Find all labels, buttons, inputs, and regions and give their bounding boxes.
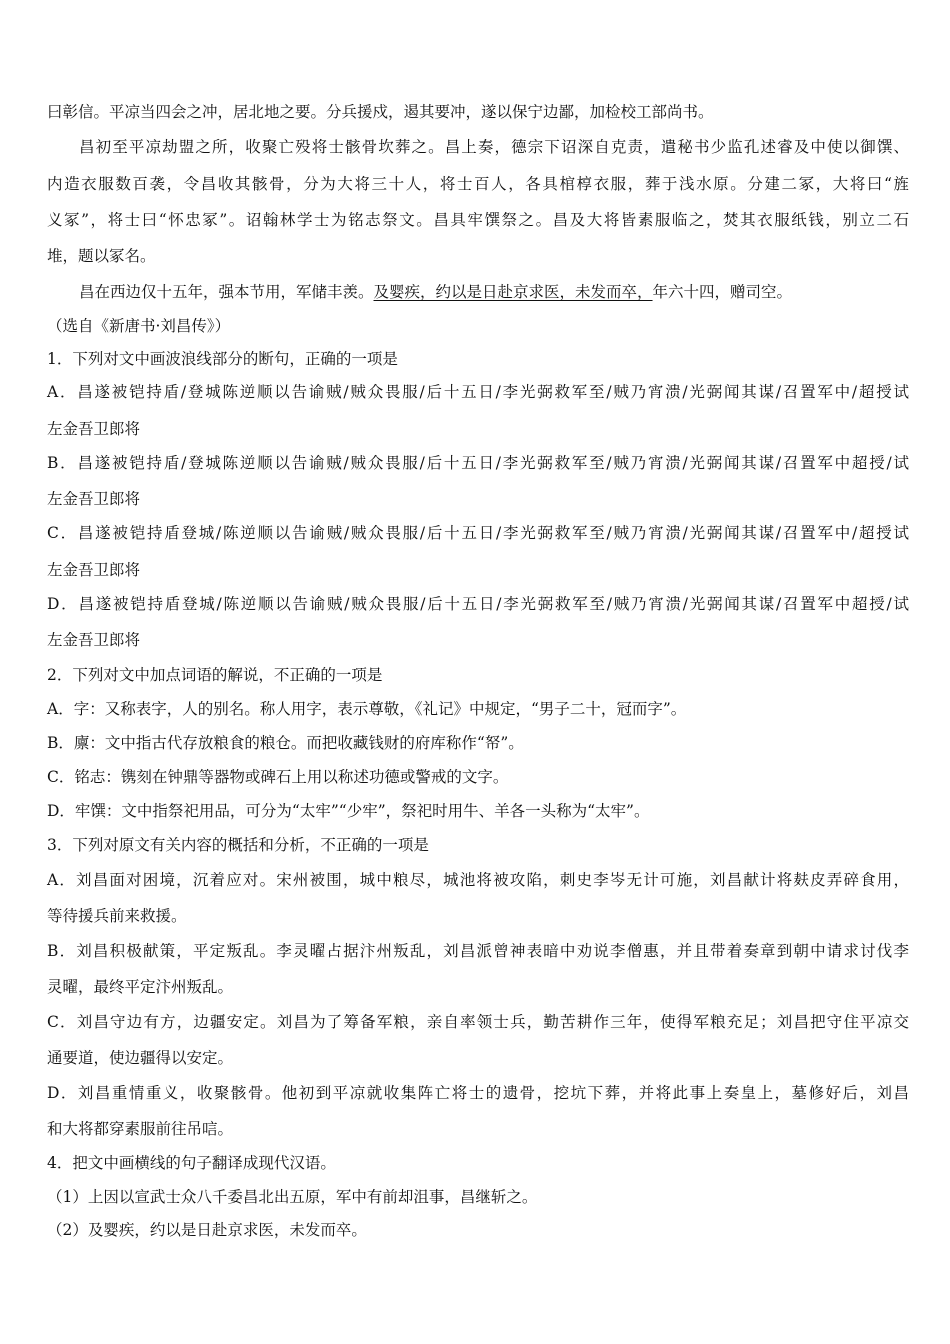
q3-option-d[interactable]: D．刘昌重情重义，收聚骸骨。他初到平凉就收集阵亡将士的遗骨，挖坑下葬，并将此事上奏皇上，墓修好后，刘昌 bbox=[47, 1084, 909, 1102]
q3-option-b-cont: 灵曜，最终平定汴州叛乱。 bbox=[47, 978, 234, 996]
q3-option-c-cont: 通要道，使边疆得以安定。 bbox=[47, 1049, 234, 1067]
question-3-stem: 3．下列对原文有关内容的概括和分析，不正确的一项是 bbox=[47, 836, 429, 854]
question-1-stem: 1．下列对文中画波浪线部分的断句，正确的一项是 bbox=[47, 350, 398, 368]
passage-text: 年六十四，赠司空。 bbox=[652, 283, 793, 301]
q1-option-a[interactable]: A．昌遂被铠持盾/登城陈逆顺以告谕贼/贼众畏服/后十五日/李光弼救军至/贼乃宵溃/光弼闻其谋/召置军中/超授试 bbox=[47, 383, 909, 401]
passage-paragraph-2-line: 昌初至平凉劫盟之所，收聚亡殁将士骸骨坎葬之。昌上奏，德宗下诏深自克责，遣秘书少监孔述睿及中使以御馔、 bbox=[79, 138, 909, 156]
q3-option-c[interactable]: C．刘昌守边有方，边疆安定。刘昌为了筹备军粮，亲自率领士兵，勤苦耕作三年，使得军粮充足；刘昌把守住平凉交 bbox=[47, 1013, 909, 1031]
q3-option-a-cont: 等待援兵前来救援。 bbox=[47, 907, 187, 925]
q1-option-d-cont: 左金吾卫郎将 bbox=[47, 631, 141, 649]
passage-paragraph-3 bbox=[79, 281, 909, 303]
question-4-stem: 4．把文中画横线的句子翻译成现代汉语。 bbox=[47, 1154, 336, 1172]
q4-sentence-1: （1）上因以宣武士众八千委昌北出五原，军中有前却沮事，昌继斩之。 bbox=[47, 1188, 538, 1206]
q4-sentence-2: （2）及婴疾，约以是日赴京求医，未发而卒。 bbox=[47, 1221, 367, 1239]
underlined-sentence: 及婴疾，约以是日赴京求医，未发而卒， bbox=[373, 283, 653, 301]
q1-option-b[interactable]: B．昌遂被铠持盾/登城陈逆顺以告谕贼/贼众畏服/后十五日/李光弼救军至/贼乃宵溃/光弼闻其谋/召置军中超授/试 bbox=[47, 454, 909, 472]
source-citation: （选自《新唐书·刘昌传》） bbox=[47, 317, 231, 335]
q1-option-a-cont: 左金吾卫郎将 bbox=[47, 420, 141, 438]
q2-option-d[interactable]: D．牢馔：文中指祭祀用品，可分为“太牢”“少牢”，祭祀时用牛、羊各一头称为“太牢”。 bbox=[47, 802, 650, 820]
passage-text: 昌在西边仅十五年，强本节用，军储丰羡。 bbox=[79, 283, 374, 301]
passage-paragraph-2-line: 内造衣服数百袭，令昌收其骸骨，分为大将三十人，将士百人，各具棺椁衣服，葬于浅水原。分建二冢，大将曰“旌 bbox=[47, 175, 909, 193]
question-2-stem: 2．下列对文中加点词语的解说，不正确的一项是 bbox=[47, 666, 383, 684]
q2-option-c[interactable]: C．铭志：镌刻在钟鼎等器物或碑石上用以称述功德或警戒的文字。 bbox=[47, 768, 509, 786]
passage-paragraph-1: 曰彰信。平凉当四会之冲，居北地之要。分兵援戍，遏其要冲，遂以保宁边鄙，加检校工部尚书。 bbox=[47, 103, 714, 121]
q3-option-a[interactable]: A．刘昌面对困境，沉着应对。宋州被围，城中粮尽，城池将被攻陷，刺史李岑无计可施，刘昌献计将麸皮弄碎食用， bbox=[47, 871, 909, 889]
passage-paragraph-2-line: 义冢”，将士曰“怀忠冢”。诏翰林学士为铭志祭文。昌具牢馔祭之。昌及大将皆素服临之，焚其衣服纸钱，别立二石 bbox=[47, 211, 909, 229]
passage-paragraph-2-line: 堆，题以冢名。 bbox=[47, 247, 156, 265]
q1-option-c-cont: 左金吾卫郎将 bbox=[47, 561, 141, 579]
q1-option-d[interactable]: D．昌遂被铠持盾登城/陈逆顺以告谕贼/贼众畏服/后十五日/李光弼救军至/贼乃宵溃/光弼闻其谋/召置军中超授/试 bbox=[47, 595, 909, 613]
q1-option-c[interactable]: C．昌遂被铠持盾登城/陈逆顺以告谕贼/贼众畏服/后十五日/李光弼救军至/贼乃宵溃/光弼闻其谋/召置军中/超授试 bbox=[47, 524, 909, 542]
q3-option-d-cont: 和大将都穿素服前往吊唁。 bbox=[47, 1120, 234, 1138]
q2-option-a[interactable]: A．字：又称表字，人的别名。称人用字，表示尊敬，《礼记》中规定，“男子二十，冠而字”。 bbox=[47, 700, 687, 718]
q1-option-b-cont: 左金吾卫郎将 bbox=[47, 490, 141, 508]
q2-option-b[interactable]: B．廪：文中指古代存放粮食的粮仓。而把收藏钱财的府库称作“帑”。 bbox=[47, 734, 524, 752]
q3-option-b[interactable]: B．刘昌积极献策，平定叛乱。李灵曜占据汴州叛乱，刘昌派曾神表暗中劝说李僧惠，并且带着奏章到朝中请求讨伐李 bbox=[47, 942, 909, 960]
